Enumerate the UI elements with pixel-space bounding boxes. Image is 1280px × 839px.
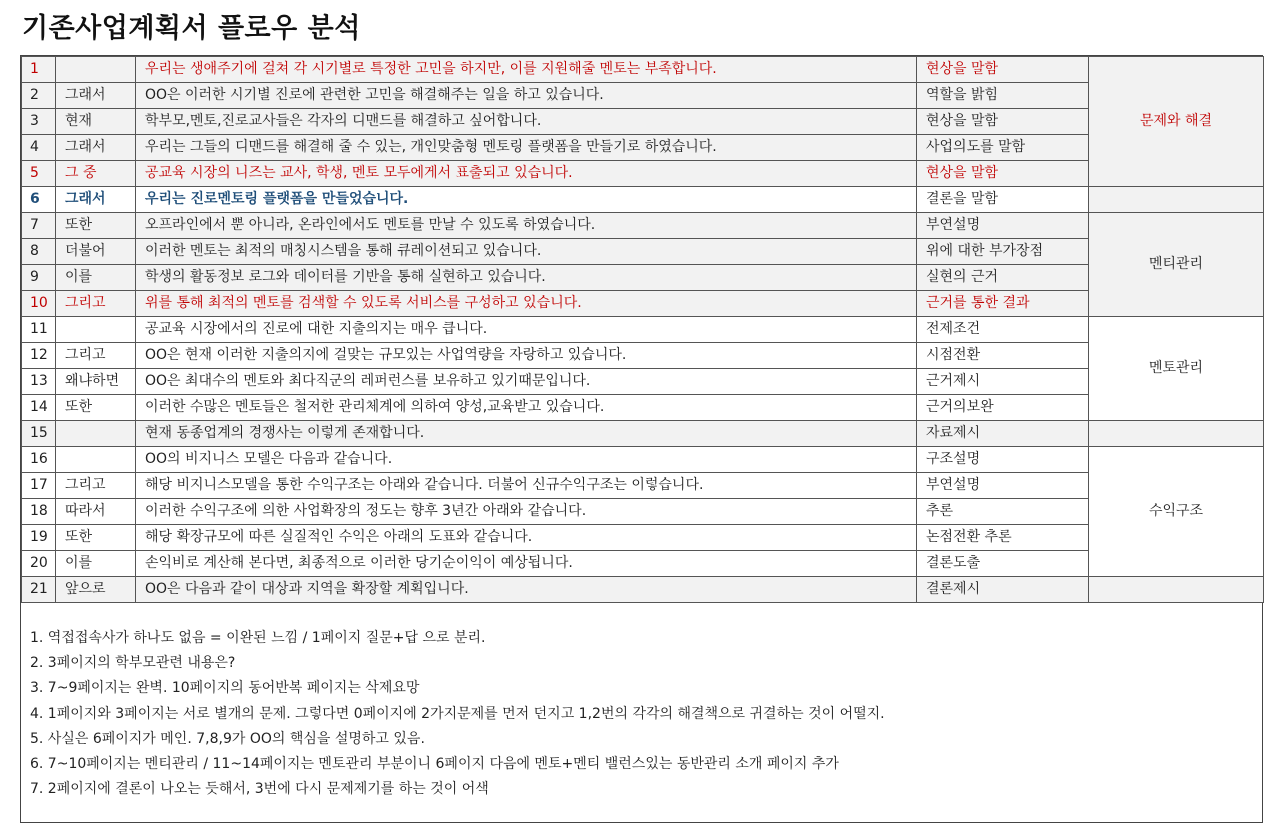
table-row — [22, 291, 1264, 317]
table-row — [22, 447, 1264, 473]
table-row — [22, 577, 1264, 603]
group-label-mentee: 멘티관리 — [1089, 213, 1264, 317]
row-connective: 또한 — [56, 525, 136, 551]
row-role: 현상을 말함 — [917, 57, 1089, 83]
row-connective: 앞으로 — [56, 577, 136, 603]
row-sentence: 오프라인에서 뿐 아니라, 온라인에서도 멘토를 만날 수 있도록 하였습니다. — [136, 213, 917, 239]
row-connective: 더불어 — [56, 239, 136, 265]
table-row — [22, 421, 1264, 447]
row-number: 12 — [22, 343, 56, 369]
table-row — [22, 109, 1264, 135]
row-connective: 그리고 — [56, 473, 136, 499]
row-number: 1 — [22, 57, 56, 83]
row-sentence: 우리는 그들의 디맨드를 해결해 줄 수 있는, 개인맞춤형 멘토링 플랫폼을 만들기로 하였습니다. — [136, 135, 917, 161]
row-role: 시점전환 — [917, 343, 1089, 369]
row-connective: 이를 — [56, 551, 136, 577]
row-role: 부연설명 — [917, 473, 1089, 499]
empty-group-cell — [1089, 577, 1264, 603]
row-number: 3 — [22, 109, 56, 135]
table-row — [22, 525, 1264, 551]
row-role: 현상을 말함 — [917, 161, 1089, 187]
row-role: 구조설명 — [917, 447, 1089, 473]
row-number: 21 — [22, 577, 56, 603]
table-row — [22, 187, 1264, 213]
group-label-mentor: 멘토관리 — [1089, 317, 1264, 421]
note-item: 7. 2페이지에 결론이 나오는 듯해서, 3번에 다시 문제제기를 하는 것이 어색 — [30, 781, 489, 798]
row-number: 9 — [22, 265, 56, 291]
row-number: 5 — [22, 161, 56, 187]
row-connective: 그 중 — [56, 161, 136, 187]
row-sentence: OO은 현재 이러한 지출의지에 걸맞는 규모있는 사업역량을 자랑하고 있습니다. — [136, 343, 917, 369]
row-sentence: 학생의 활동정보 로그와 데이터를 기반을 통해 실현하고 있습니다. — [136, 265, 917, 291]
row-sentence: 학부모,멘토,진로교사들은 각자의 디맨드를 해결하고 싶어합니다. — [136, 109, 917, 135]
table-row — [22, 551, 1264, 577]
row-sentence: 공교육 시장에서의 진로에 대한 지출의지는 매우 큽니다. — [136, 317, 917, 343]
row-connective: 그래서 — [56, 187, 136, 213]
row-connective: 왜냐하면 — [56, 369, 136, 395]
row-number: 20 — [22, 551, 56, 577]
row-number: 15 — [22, 421, 56, 447]
row-number: 2 — [22, 83, 56, 109]
table-row — [22, 213, 1264, 239]
row-role: 현상을 말함 — [917, 109, 1089, 135]
row-sentence: 공교육 시장의 니즈는 교사, 학생, 멘토 모두에게서 표출되고 있습니다. — [136, 161, 917, 187]
row-role: 근거를 통한 결과 — [917, 291, 1089, 317]
row-connective — [56, 421, 136, 447]
note-item: 6. 7~10페이지는 멘티관리 / 11~14페이지는 멘토관리 부분이니 6페이지 다음에 멘토+멘티 밸런스있는 동반관리 소개 페이지 추가 — [30, 756, 839, 773]
table-row — [22, 135, 1264, 161]
row-role: 전제조건 — [917, 317, 1089, 343]
row-sentence: 현재 동종업계의 경쟁사는 이렇게 존재합니다. — [136, 421, 917, 447]
note-item: 4. 1페이지와 3페이지는 서로 별개의 문제. 그렇다면 0페이지에 2가지문제를 먼저 던지고 1,2번의 각각의 해결책으로 귀결하는 것이 어떨지. — [30, 705, 885, 722]
table-row — [22, 499, 1264, 525]
row-role: 근거제시 — [917, 369, 1089, 395]
row-role: 실현의 근거 — [917, 265, 1089, 291]
row-connective — [56, 57, 136, 83]
row-role: 위에 대한 부가장점 — [917, 239, 1089, 265]
row-number: 16 — [22, 447, 56, 473]
row-number: 11 — [22, 317, 56, 343]
row-number: 19 — [22, 525, 56, 551]
row-connective: 그리고 — [56, 343, 136, 369]
row-sentence: 해당 확장규모에 따른 실질적인 수익은 아래의 도표와 같습니다. — [136, 525, 917, 551]
empty-group-cell — [1089, 421, 1264, 447]
row-connective: 현재 — [56, 109, 136, 135]
row-number: 14 — [22, 395, 56, 421]
row-connective: 또한 — [56, 395, 136, 421]
row-number: 7 — [22, 213, 56, 239]
row-role: 자료제시 — [917, 421, 1089, 447]
row-sentence: OO은 다음과 같이 대상과 지역을 확장할 계획입니다. — [136, 577, 917, 603]
row-role: 사업의도를 말함 — [917, 135, 1089, 161]
row-role: 논점전환 추론 — [917, 525, 1089, 551]
empty-group-cell — [1089, 187, 1264, 213]
row-sentence: 우리는 생애주기에 걸쳐 각 시기별로 특정한 고민을 하지만, 이를 지원해줄 멘토는 부족합니다. — [136, 57, 917, 83]
row-number: 18 — [22, 499, 56, 525]
row-sentence: 해당 비지니스모델을 통한 수익구조는 아래와 같습니다. 더불어 신규수익구조는 이렇습니다. — [136, 473, 917, 499]
row-connective — [56, 317, 136, 343]
row-sentence: 이러한 수익구조에 의한 사업확장의 정도는 향후 3년간 아래와 같습니다. — [136, 499, 917, 525]
group-label-revenue: 수익구조 — [1089, 447, 1264, 577]
row-number: 8 — [22, 239, 56, 265]
table-row — [22, 161, 1264, 187]
row-role: 역할을 밝힘 — [917, 83, 1089, 109]
table-row — [22, 343, 1264, 369]
row-connective: 이를 — [56, 265, 136, 291]
document-title: 기존사업계획서 플로우 분석 — [22, 13, 361, 44]
row-sentence: 우리는 진로멘토링 플랫폼을 만들었습니다. — [136, 187, 917, 213]
row-role: 추론 — [917, 499, 1089, 525]
row-role: 결론도출 — [917, 551, 1089, 577]
table-row — [22, 83, 1264, 109]
row-sentence: 이러한 수많은 멘토들은 철저한 관리체계에 의하여 양성,교육받고 있습니다. — [136, 395, 917, 421]
row-connective: 따라서 — [56, 499, 136, 525]
row-role: 결론제시 — [917, 577, 1089, 603]
table-row — [22, 57, 1264, 83]
group-label-problem: 문제와 해결 — [1089, 57, 1264, 187]
row-number: 6 — [22, 187, 56, 213]
review-notes — [30, 626, 1250, 802]
flow-table — [21, 56, 1264, 603]
row-sentence: 위를 통해 최적의 멘토를 검색할 수 있도록 서비스를 구성하고 있습니다. — [136, 291, 917, 317]
row-number: 13 — [22, 369, 56, 395]
row-sentence: 이러한 멘토는 최적의 매칭시스템을 통해 큐레이션되고 있습니다. — [136, 239, 917, 265]
row-sentence: OO은 이러한 시기별 진로에 관련한 고민을 해결해주는 일을 하고 있습니다. — [136, 83, 917, 109]
row-role: 부연설명 — [917, 213, 1089, 239]
table-row — [22, 265, 1264, 291]
row-number: 4 — [22, 135, 56, 161]
table-row — [22, 239, 1264, 265]
document-frame — [20, 55, 1263, 823]
note-item: 3. 7~9페이지는 완벽. 10페이지의 동어반복 페이지는 삭제요망 — [30, 680, 420, 697]
row-connective: 또한 — [56, 213, 136, 239]
table-row — [22, 317, 1264, 343]
row-sentence: OO의 비지니스 모델은 다음과 같습니다. — [136, 447, 917, 473]
row-number: 10 — [22, 291, 56, 317]
row-sentence: 손익비로 계산해 본다면, 최종적으로 이러한 당기순이익이 예상됩니다. — [136, 551, 917, 577]
row-sentence: OO은 최대수의 멘토와 최다직군의 레퍼런스를 보유하고 있기때문입니다. — [136, 369, 917, 395]
note-item: 2. 3페이지의 학부모관련 내용은? — [30, 655, 236, 672]
row-connective: 그리고 — [56, 291, 136, 317]
table-row — [22, 369, 1264, 395]
row-role: 근거의보완 — [917, 395, 1089, 421]
row-connective: 그래서 — [56, 83, 136, 109]
note-item: 5. 사실은 6페이지가 메인. 7,8,9가 OO의 핵심을 설명하고 있음. — [30, 730, 425, 747]
note-item: 1. 역접접속사가 하나도 없음 = 이완된 느낌 / 1페이지 질문+답 으로 분리. — [30, 630, 486, 646]
table-row — [22, 473, 1264, 499]
table-row — [22, 395, 1264, 421]
row-connective: 그래서 — [56, 135, 136, 161]
row-role: 결론을 말함 — [917, 187, 1089, 213]
row-connective — [56, 447, 136, 473]
row-number: 17 — [22, 473, 56, 499]
